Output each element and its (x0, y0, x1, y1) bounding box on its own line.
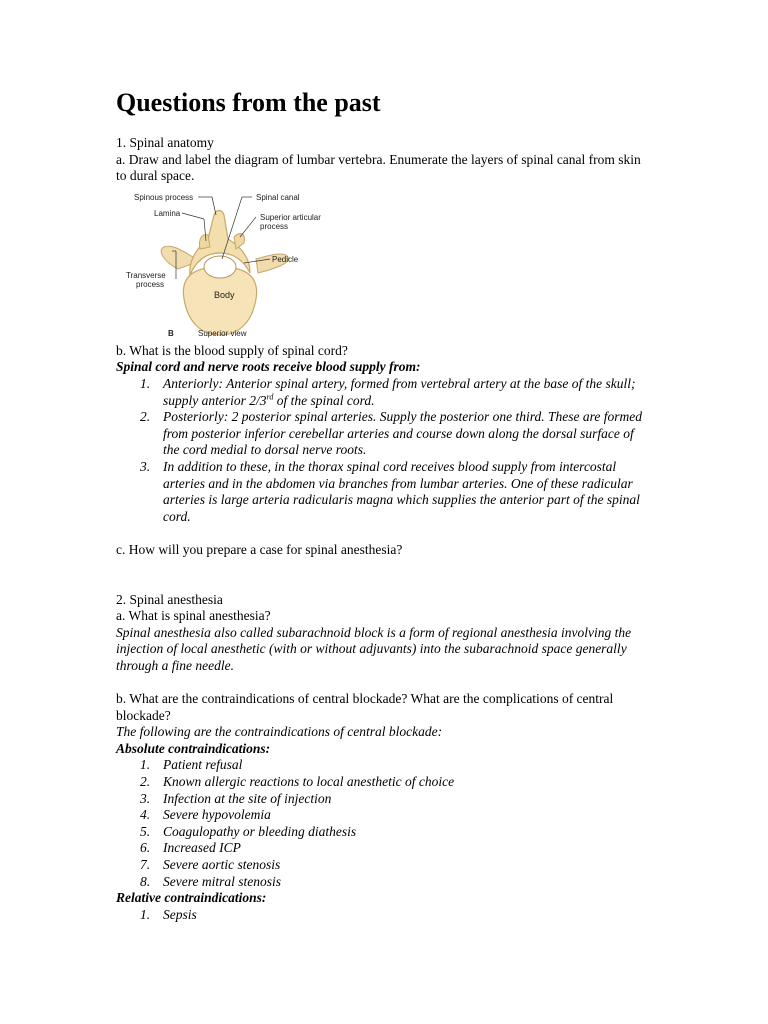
question-2b: b. What are the contraindications of central blockade? What are the complications of central blockade? (116, 691, 614, 723)
label-superior-view: Superior view (198, 328, 247, 338)
absolute-contraindications-heading: Absolute contraindications: (116, 740, 271, 756)
list-item: 2. Known allergic reactions to local anesthetic of choice (140, 774, 455, 790)
question-2a: a. What is spinal anesthesia? (116, 608, 271, 624)
label-spinous-process: Spinous process (134, 192, 194, 202)
answer-2a: Spinal anesthesia also called subarachnoid block is a form of regional anesthesia involving the injection of local anesthetic (with or without adjuvants) into the subarachnoid space generally through a fine needle. (116, 624, 632, 673)
label-superior-articular-2: process (260, 221, 289, 231)
question-1b: b. What is the blood supply of spinal cord? (116, 342, 348, 358)
list-item: 7. Severe aortic stenosis (140, 857, 281, 872)
list-item: 4. Severe hypovolemia (140, 807, 271, 823)
label-pedicle: Pedicle (272, 254, 299, 264)
list-item: 2. Posteriorly: 2 posterior spinal arteries. Supply the posterior one third. These are formed from posterior inferior cerebellar arteries and course down along the dorsal surface of the cord medial to dorsal nerve roots. (140, 409, 642, 458)
section-1-heading: 1. Spinal anatomy (116, 135, 214, 150)
label-transverse-2: process (136, 279, 165, 289)
label-spinal-canal: Spinal canal (256, 192, 300, 202)
list-item: 1. Patient refusal (140, 757, 243, 773)
question-1c: c. How will you prepare a case for spinal anesthesia? (116, 541, 403, 557)
lumbar-vertebra-figure (116, 189, 416, 343)
list-item: 1. Anteriorly: Anterior spinal artery, formed from vertebral artery at the base of the skull; supply anterior 2/3rd of the spinal cord. (140, 375, 636, 408)
list-item: 3. In addition to these, in the thorax spinal cord receives blood supply from intercostal arteries and in the abdomen via branches from lumbar arteries. One of these radicular arteries is large arteria radicularis magna which supplies the anterior part of the spinal cord. (140, 458, 640, 524)
absolute-contraindications-list (116, 757, 651, 890)
list-item: 6. Increased ICP (140, 840, 241, 856)
relative-contraindications-list (116, 907, 651, 924)
label-transverse: Transverse (126, 270, 166, 280)
answer-1b-heading: Spinal cord and nerve roots receive blood supply from: (116, 359, 421, 375)
label-lamina: Lamina (154, 208, 181, 218)
document-body (116, 135, 651, 923)
page-title: Questions from the past (116, 88, 381, 117)
list-item: 8. Severe mitral stenosis (140, 873, 281, 889)
list-item: 1. Sepsis (140, 906, 197, 922)
answer-2b-intro: The following are the contraindications of central blockade: (116, 724, 443, 740)
label-superior-articular: Superior articular (260, 212, 321, 222)
label-body: Body (214, 289, 235, 300)
question-1a: a. Draw and label the diagram of lumbar vertebra. Enumerate the layers of spinal canal from skin to dural space. (116, 151, 641, 184)
blood-supply-list (116, 376, 651, 525)
section-2-heading: 2. Spinal anesthesia (116, 591, 223, 607)
list-item: 3. Infection at the site of injection (140, 790, 332, 806)
list-item: 5. Coagulopathy or bleeding diathesis (140, 823, 357, 839)
label-panel-b: B (168, 328, 174, 338)
relative-contraindications-heading: Relative contraindications: (116, 890, 267, 906)
